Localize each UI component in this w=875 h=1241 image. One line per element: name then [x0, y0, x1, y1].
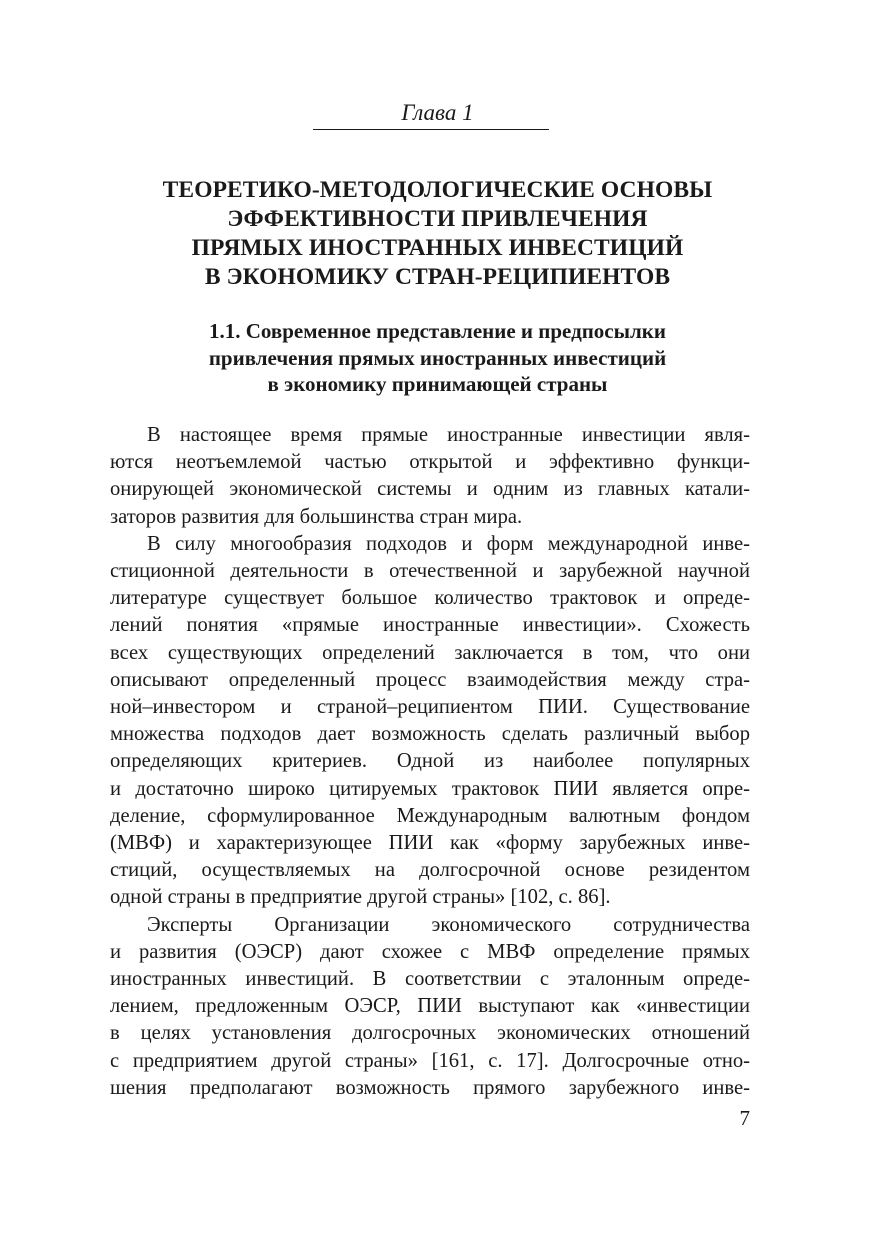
section-heading: [100, 318, 775, 398]
text-line: всех существующих определений заключается в том, что они: [110, 641, 750, 664]
text-line: Эксперты Организации экономического сотрудничества: [147, 913, 750, 936]
text-line: шения предполагают возможность прямого зарубежного инве-: [110, 1076, 750, 1099]
text-line: деление, сформулированное Международным валютным фондом: [110, 804, 750, 827]
text-line: множества подходов дает возможность сделать различный выбор: [110, 723, 750, 746]
text-line: В силу многообразия подходов и форм международной инве-: [147, 532, 750, 555]
section-heading-line: привлечения прямых иностранных инвестиций: [208, 345, 667, 370]
text-line: и развития (ОЭСР) дают схожее с МВФ определение прямых: [110, 940, 750, 963]
text-line: в целях установления долгосрочных экономических отношений: [110, 1022, 750, 1045]
text-line: одной страны в предприятие другой страны» [102, с. 86].: [110, 886, 611, 909]
text-line: с предприятием другой страны» [161, с. 17]. Долгосрочные отно-: [110, 1049, 750, 1072]
paragraph: [110, 531, 750, 912]
text-line: и достаточно широко цитируемых трактовок ПИИ является опре-: [110, 777, 750, 800]
section-heading-line: в экономику принимающей страны: [267, 372, 608, 396]
body-text: [110, 422, 750, 1102]
text-line: ются неотъемлемой частью открытой и эффективно функци-: [110, 451, 750, 474]
text-line: онирующей экономической системы и одним из главных катали-: [110, 478, 750, 501]
text-line: заторов развития для большинства стран мира.: [110, 505, 523, 528]
text-line: лений понятия «прямые иностранные инвестиции». Схожесть: [110, 614, 750, 637]
text-line: стиционной деятельности в отечественной и зарубежной научной: [110, 560, 750, 583]
page-number: 7: [739, 1106, 750, 1130]
chapter-title-line: ТЕОРЕТИКО-МЕТОДОЛОГИЧЕСКИЕ ОСНОВЫ: [162, 177, 713, 203]
text-line: описывают определенный процесс взаимодействия между стра-: [110, 668, 750, 691]
text-line: стиций, осуществляемых на долгосрочной основе резидентом: [110, 859, 750, 882]
chapter-heading: Глава 1: [401, 100, 474, 125]
text-line: определяющих критериев. Одной из наиболее популярных: [110, 750, 750, 773]
chapter-underline: [313, 129, 549, 130]
text-line: литературе существует большое количество трактовок и опреде-: [110, 587, 750, 610]
text-line: ной–инвестором и страной–реципиентом ПИИ. Существование: [110, 696, 750, 719]
text-line: лением, предложенным ОЭСР, ПИИ выступают как «инвестиции: [110, 995, 750, 1018]
text-line: В настоящее время прямые иностранные инвестиции явля-: [147, 424, 750, 446]
chapter-title: [100, 176, 775, 292]
chapter-title-line: В ЭКОНОМИКУ СТРАН-РЕЦИПИЕНТОВ: [204, 264, 671, 290]
text-line: иностранных инвестиций. В соответствии с эталонным опреде-: [110, 968, 750, 991]
paragraph: [110, 422, 750, 531]
paragraph: [110, 912, 750, 1102]
chapter-title-line: ЭФФЕКТИВНОСТИ ПРИВЛЕЧЕНИЯ: [227, 206, 648, 232]
section-heading-line: 1.1. Современное представление и предпосылки: [209, 319, 666, 343]
chapter-title-line: ПРЯМЫХ ИНОСТРАННЫХ ИНВЕСТИЦИЙ: [191, 235, 684, 261]
text-line: (МВФ) и характеризующее ПИИ как «форму зарубежных инве-: [110, 832, 750, 855]
